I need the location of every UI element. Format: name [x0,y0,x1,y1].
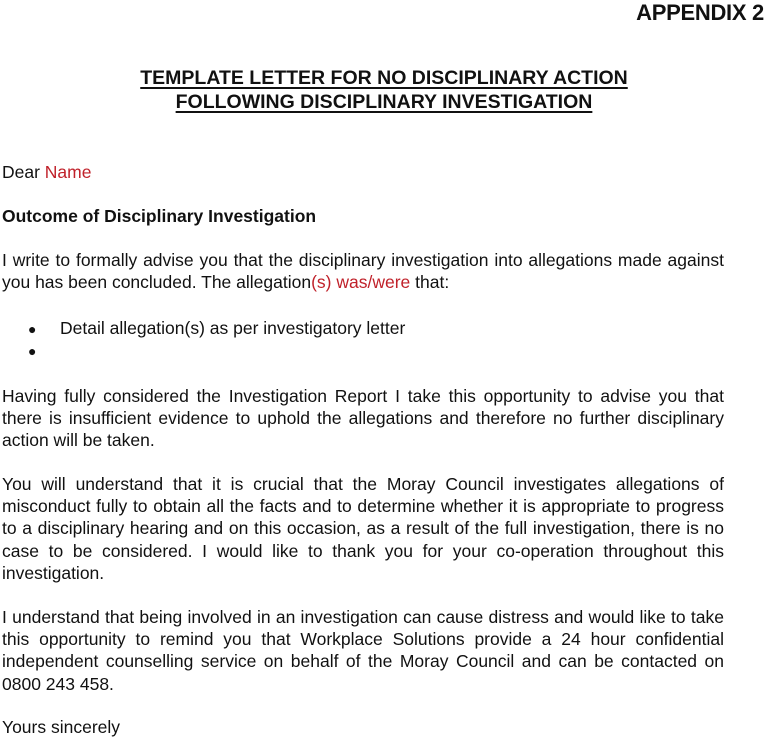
paragraph-conclusion: Having fully considered the Investigation Report I take this opportunity to advise you that there is insufficient evidence to uphold the allegations and therefore no further disciplinary action will be taken. [2,386,724,451]
paragraph-investigation: You will understand that it is crucial that the Moray Council investigates allegations of misconduct fully to obtain all the facts and to determine whether it is appropriate to progress to a disciplinary hearing and on this occasion, as a result of the full investigation, there is no case to be considered. I would like to thank you for your co-operation throughout this investigation. [2,474,724,583]
letter-title [0,66,768,114]
subject-heading: Outcome of Disciplinary Investigation [2,206,317,226]
title-line-1: TEMPLATE LETTER FOR NO DISCIPLINARY ACTION [140,67,628,89]
name-placeholder: Name [44,162,92,182]
title-line-2: FOLLOWING DISCIPLINARY INVESTIGATION [175,91,593,113]
bullet-icon: ● [28,321,37,337]
closing: Yours sincerely [2,717,121,737]
list-item: Detail allegation(s) as per investigatory letter [60,318,406,338]
allegation-placeholder: (s) was/were [311,272,411,293]
salutation [2,161,91,183]
intro-text: I write to formally advise you that the disciplinary investigation into allegations made against you has been concluded. The allegation [2,250,724,293]
paragraph-counselling: I understand that being involved in an investigation can cause distress and would like to take this opportunity to remind you that Workplace Solutions provide a 24 hour confidential independent counselling service on behalf of the Moray Council and can be contacted on 0800 243 458. [2,607,724,694]
bullet-icon: ● [28,343,37,359]
intro-paragraph [2,249,724,293]
salutation-prefix: Dear [2,162,45,182]
intro-text-end: that: [410,272,450,293]
appendix-label: APPENDIX 2 [636,0,764,25]
